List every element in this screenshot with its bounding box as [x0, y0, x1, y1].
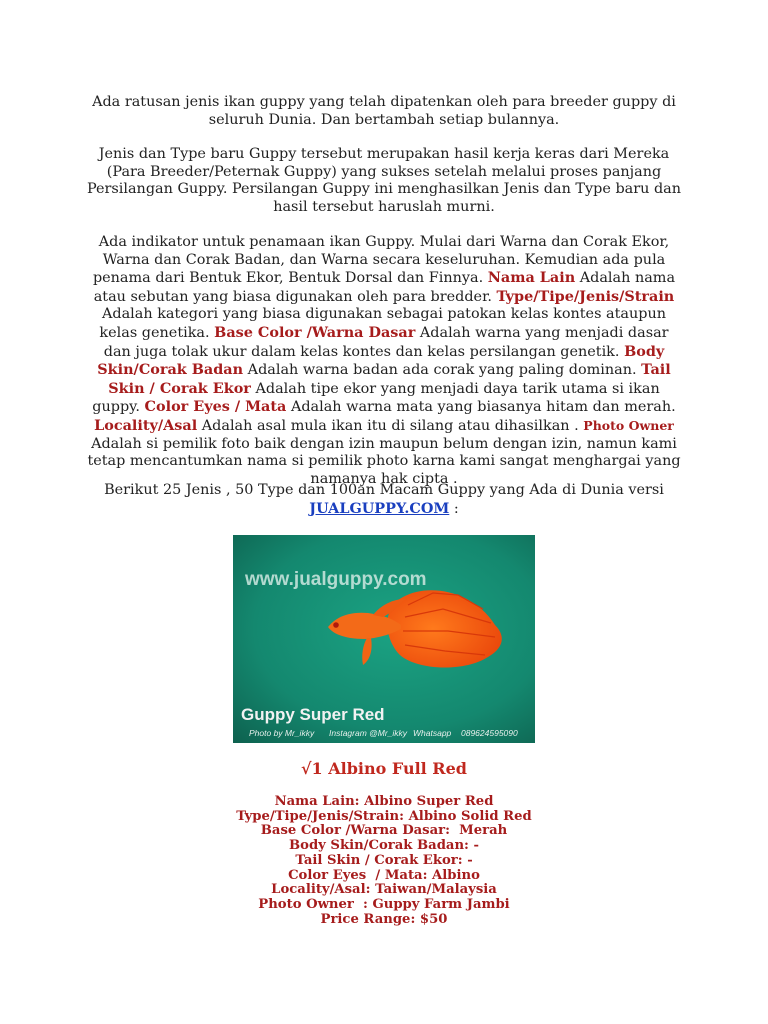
body-skin-label: Body Skin/Corak Badan	[97, 342, 665, 379]
color-eyes-desc: Adalah warna mata yang biasanya hitam dan merah.	[290, 399, 676, 416]
locality-label: Locality/Asal	[94, 416, 198, 434]
photo-whatsapp: Whatsapp	[413, 728, 452, 738]
nama-lain-label: Nama Lain	[487, 269, 576, 287]
photo-phone: 089624595090	[461, 728, 518, 738]
photo-watermark: www.jualguppy.com	[245, 569, 427, 590]
fish-title: √1 Albino Full Red	[301, 759, 467, 778]
listing-text: Berikut 25 Jenis , 50 Type dan 100an Macam Guppy yang Ada di Dunia versi	[104, 482, 664, 498]
color-eyes-label: Color Eyes / Mata	[144, 398, 287, 416]
type-label: Type/Tipe/Jenis/Strain	[496, 287, 675, 305]
tail-skin-label: Tail Skin / Corak Ekor	[108, 361, 671, 397]
photo-caption: Guppy Super Red	[241, 705, 385, 724]
fish-specs	[86, 795, 682, 927]
photo-credit: Photo by Mr_ikky	[249, 728, 315, 738]
listing-paragraph	[86, 482, 682, 518]
indicator-paragraph	[86, 234, 682, 488]
spec-locality: Locality/Asal: Taiwan/Malaysia	[271, 882, 497, 898]
photo-instagram: Instagram @Mr_ikky	[329, 728, 408, 738]
guppy-photo	[233, 535, 535, 743]
type-desc: Adalah kategori yang biasa digunakan sebagai patokan kelas kontes ataupun kelas genetika.	[99, 306, 666, 341]
spec-price-range: Price Range: $50	[320, 911, 448, 927]
spec-body-skin: Body Skin/Corak Badan: -	[289, 838, 479, 854]
photo-owner-desc: Adalah si pemilik foto baik dengan izin maupun belum dengan izin, namun kami tetap mencantumkan nama si pemilik photo karna kami sangat menghargai yang namanya hak cipta .	[87, 435, 681, 487]
tail-skin-desc: Adalah tipe ekor yang menjadi daya tarik utama si ikan guppy.	[92, 380, 660, 416]
indicator-lead: Ada indikator untuk penamaan ikan Guppy. Mulai dari Warna dan Corak Ekor, Warna dan Corak Badan, dan Warna secara keseluruhan. Kemudian ada pula penama dari Bentuk Ekor, Bentuk Dorsal dan Finnya.	[92, 234, 670, 287]
spec-nama-lain: Nama Lain: Albino Super Red	[274, 794, 494, 809]
spec-color-eyes: Color Eyes / Mata: Albino	[288, 867, 480, 883]
breeder-paragraph: Jenis dan Type baru Guppy tersebut merupakan hasil kerja keras dari Mereka (Para Breeder/Peternak Guppy) yang sukses setelah melalui proses panjang Persilangan Guppy. Persilangan Guppy ini menghasilkan Jenis dan Type baru dan hasil tersebut haruslah murni.	[86, 146, 682, 215]
spec-tail-skin: Tail Skin / Corak Ekor: -	[295, 852, 473, 868]
jualguppy-link[interactable]: JUALGUPPY.COM	[309, 499, 450, 517]
locality-desc: Adalah asal mula ikan itu di silang atau dihasilkan .	[201, 417, 579, 434]
spec-base-color: Base Color /Warna Dasar: Merah	[260, 823, 508, 839]
body-skin-desc: Adalah warna badan ada corak yang paling dominan.	[247, 362, 637, 379]
base-color-desc: Adalah warna yang menjadi dasar dan juga tolak ukur dalam kelas kontes dan kelas persilangan genetik.	[103, 324, 669, 360]
spec-photo-owner: Photo Owner : Guppy Farm Jambi	[258, 896, 510, 912]
spec-type: Type/Tipe/Jenis/Strain: Albino Solid Red	[236, 808, 532, 824]
intro-paragraph: Ada ratusan jenis ikan guppy yang telah dipatenkan oleh para breeder guppy di seluruh Dunia. Dan bertambah setiap bulannya.	[92, 94, 676, 128]
listing-colon: :	[449, 500, 459, 517]
base-color-label: Base Color /Warna Dasar	[214, 323, 416, 341]
nama-lain-desc: Adalah nama atau sebutan yang biasa digunakan oleh para bredder.	[93, 270, 676, 305]
photo-owner-label: Photo Owner	[583, 417, 674, 433]
